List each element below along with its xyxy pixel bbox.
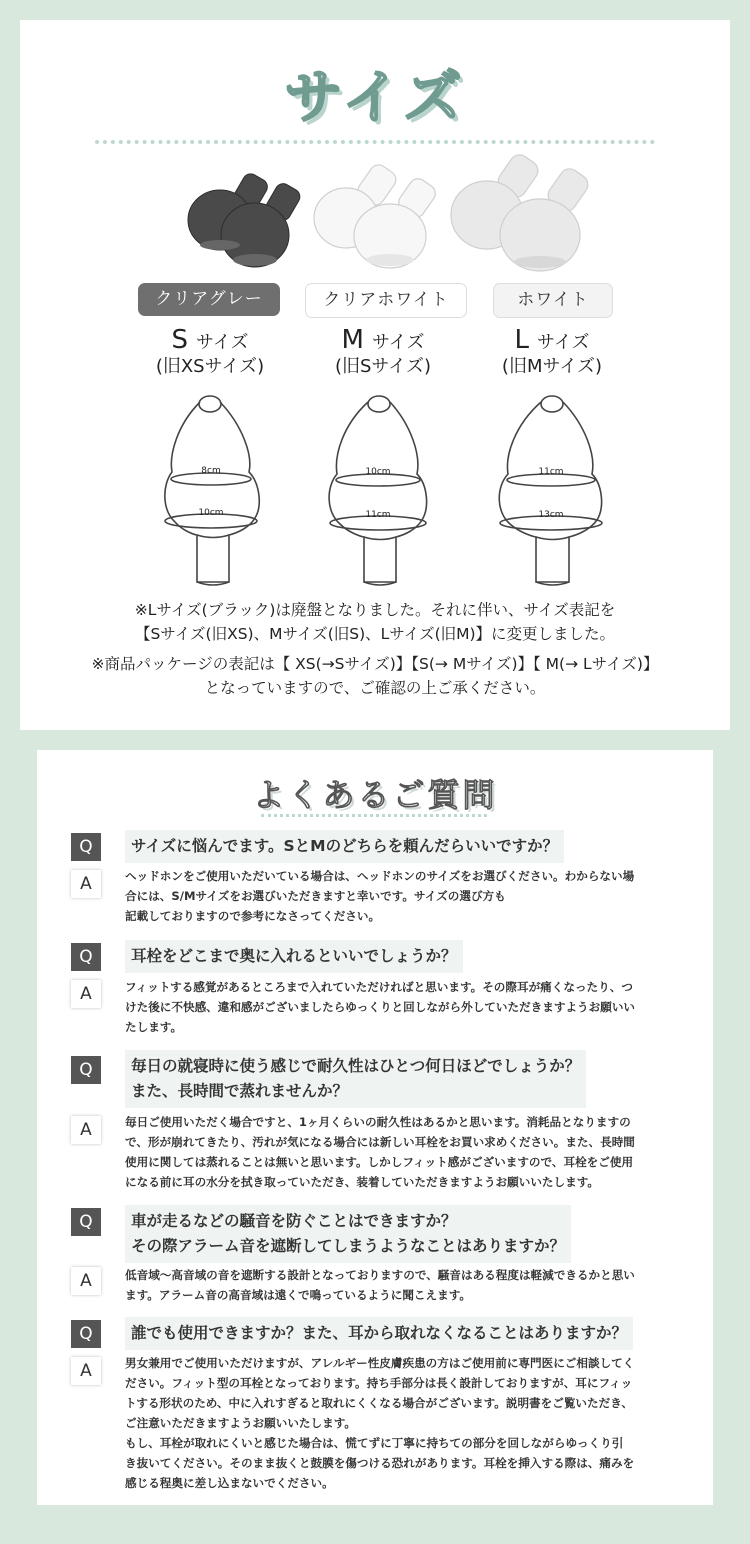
- answer-line: になる前に耳の水分を拭き取っていただき、装着していただきますようお願いいたします。: [125, 1175, 599, 1189]
- question-line: また、長時間で蒸れませんか？: [131, 1082, 349, 1100]
- size-panel: [20, 20, 730, 730]
- old-size-label: (旧Mサイズ): [501, 356, 603, 377]
- color-label-white: ホワイト: [493, 283, 613, 318]
- upper-circumference-label: 11cm: [538, 467, 564, 477]
- question-line: 誰でも使用できますか？また、耳から取れなくなることはありますか？: [131, 1324, 628, 1342]
- question-line: 耳栓をどこまで奥に入れるといいでしょうか？: [131, 947, 457, 965]
- size-letter: S: [171, 325, 188, 355]
- size-diagram-l: [495, 390, 610, 605]
- size-diagram-s: [157, 390, 267, 605]
- size-letter: M: [341, 325, 364, 355]
- answer-line: ます。アラーム音の高音域は遠くで鳴っているように聞こえます。: [125, 1288, 471, 1302]
- faq-question: [125, 1205, 571, 1263]
- question-mark-icon: Q: [71, 943, 101, 971]
- question-line: 毎日の就寝時に使う感じで耐久性はひとつ何日ほどでしょうか？: [131, 1057, 581, 1075]
- note-line: ※商品パッケージの表記は【 XS(→Sサイズ)】【S(→ Mサイズ)】【 M(→ Lサイズ)】: [91, 655, 659, 673]
- faq-answer: [125, 1112, 681, 1192]
- question-mark-icon: Q: [71, 1208, 101, 1236]
- answer-line: 合には、S/Mサイズをお選びいただきますと幸いです。サイズの選び方も: [125, 889, 506, 903]
- size-letter: L: [514, 325, 529, 355]
- size-word: サイズ: [195, 332, 249, 353]
- upper-circumference-label: 8cm: [201, 466, 221, 476]
- lower-circumference-label: 10cm: [198, 508, 224, 518]
- faq-answer: [125, 977, 681, 1037]
- faq-question: [125, 1050, 586, 1108]
- faq-answer: [125, 1353, 681, 1493]
- answer-mark-icon: A: [71, 1116, 101, 1144]
- faq-answer: [125, 866, 681, 926]
- size-heading-l: [452, 325, 652, 379]
- question-mark-icon: Q: [71, 1056, 101, 1084]
- size-title: サイズ: [284, 63, 466, 131]
- earplug-clear-white-image: [308, 158, 448, 273]
- faq-title-divider: [261, 814, 487, 817]
- answer-line: たします。: [125, 1020, 183, 1034]
- answer-line: き抜いてください。そのまま抜くと鼓膜を傷つける恐れがあります。耳栓を挿入する際は、痛みを: [125, 1456, 635, 1470]
- question-line: その際アラーム音を遮断してしまうようなことはありますか？: [131, 1237, 566, 1255]
- note-line: ※Lサイズ(ブラック)は廃盤となりました。それに伴い、サイズ表記を: [134, 601, 616, 619]
- answer-line: 使用に関しては蒸れることは無いと思います。しかしフィット感がございますので、耳栓をご使用: [125, 1155, 634, 1169]
- answer-mark-icon: A: [71, 1357, 101, 1385]
- lower-circumference-label: 13cm: [538, 510, 564, 520]
- size-heading-s: [110, 325, 310, 379]
- color-label-clear-gray: クリアグレー: [138, 283, 280, 316]
- lower-circumference-label: 11cm: [365, 510, 391, 520]
- faq-question: [125, 940, 463, 973]
- answer-line: で、形が崩れてきたり、汚れが気になる場合には新しい耳栓をお買い求めください。また、長時間: [125, 1135, 635, 1149]
- color-label-clear-white: クリアホワイト: [305, 283, 467, 318]
- answer-line: 低音域〜高音域の音を遮断する設計となっておりますので、騒音はある程度は軽減できるかと思い: [125, 1268, 635, 1282]
- answer-line: 毎日ご使用いただく場合ですと、1ヶ月くらいの耐久性はあるかと思います。消耗品となりますの: [125, 1115, 631, 1129]
- question-mark-icon: Q: [71, 833, 101, 861]
- package-label-note: [20, 652, 730, 700]
- answer-mark-icon: A: [71, 980, 101, 1008]
- answer-line: ださい。フィット型の耳栓となっております。持ち手部分は長く設計しておりますが、耳にフィッ: [125, 1376, 633, 1390]
- answer-mark-icon: A: [71, 1267, 101, 1295]
- upper-circumference-label: 10cm: [365, 467, 391, 477]
- faq-question: [125, 830, 564, 863]
- answer-mark-icon: A: [71, 870, 101, 898]
- title-divider: [95, 140, 655, 144]
- question-mark-icon: Q: [71, 1320, 101, 1348]
- size-word: サイズ: [371, 332, 425, 353]
- answer-line: フィットする感覚があるところまで入れていただければと思います。その際耳が痛くなったり、つ: [125, 980, 633, 994]
- faq-title: よくあるご質問: [252, 776, 498, 814]
- answer-line: 感じる程奥に差し込まないでください。: [125, 1476, 334, 1490]
- note-line: となっていますので、ご確認の上ご承ください。: [204, 679, 546, 697]
- size-diagram-m: [323, 390, 433, 605]
- old-size-label: (旧XSサイズ): [155, 356, 265, 377]
- answer-line: もし、耳栓が取れにくいと感じた場合は、慌てずに丁寧に持ちての部分を回しながらゆっくり引: [125, 1436, 624, 1450]
- question-line: サイズに悩んでます。SとMのどちらを頼んだらいいですか？: [131, 837, 559, 855]
- answer-line: 記載しておりますので参考になさってください。: [125, 909, 381, 923]
- earplug-white-image: [445, 150, 605, 275]
- note-line: 【Sサイズ(旧XS)、Mサイズ(旧S)、Lサイズ(旧M)】に変更しました。: [134, 625, 616, 643]
- size-change-note: [20, 598, 730, 646]
- size-word: サイズ: [536, 332, 590, 353]
- faq-answer: [125, 1265, 681, 1305]
- earplug-clear-gray-image: [175, 165, 315, 275]
- faq-question: [125, 1317, 633, 1350]
- question-line: 車が走るなどの騒音を防ぐことはできますか？: [131, 1212, 457, 1230]
- old-size-label: (旧Sサイズ): [334, 356, 432, 377]
- answer-line: 男女兼用でご使用いただけますが、アレルギー性皮膚疾患の方はご使用前に専門医にご相談してく: [125, 1356, 635, 1370]
- answer-line: けた後に不快感、違和感がございましたらゆっくりと回しながら外していただきますようお願いい: [125, 1000, 636, 1014]
- answer-line: ヘッドホンをご使用いただいている場合は、ヘッドホンのサイズをお選びください。わからない場: [125, 869, 635, 883]
- answer-line: ご注意いただきますようお願いいたします。: [125, 1416, 356, 1430]
- answer-line: トする形状のため、中に入れすぎると取れにくくなる場合がございます。説明書をご覧いただき、: [125, 1396, 633, 1410]
- faq-panel: [37, 750, 713, 1505]
